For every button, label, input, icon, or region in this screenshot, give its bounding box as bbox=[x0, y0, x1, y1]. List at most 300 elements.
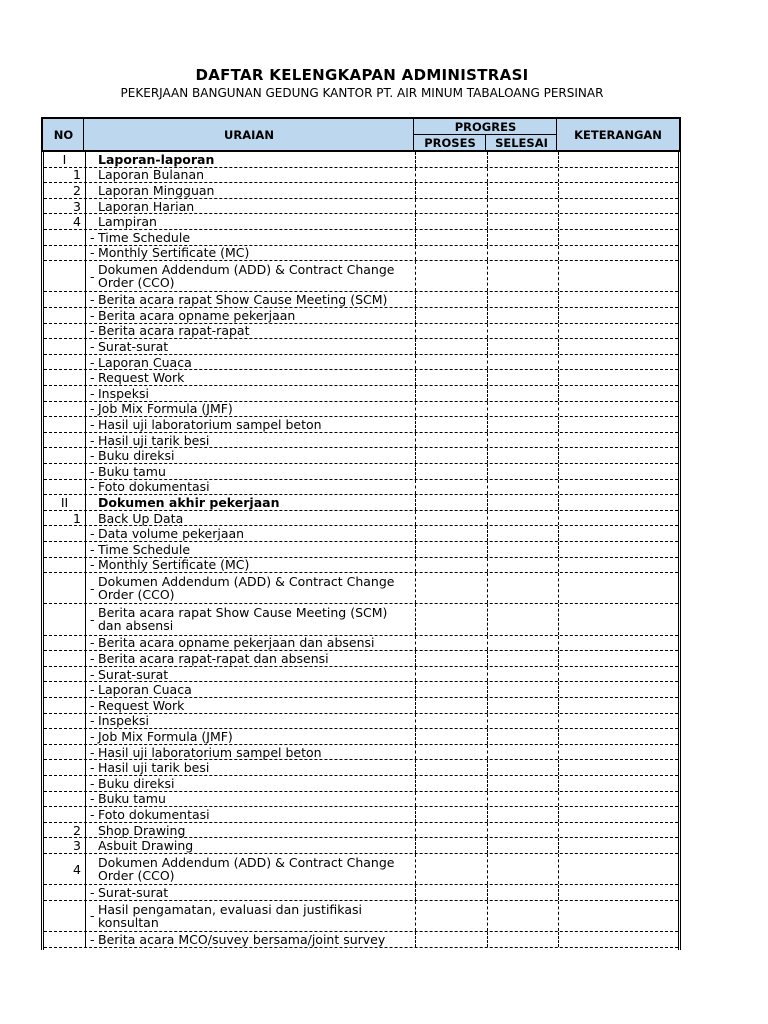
row-number bbox=[44, 776, 85, 791]
row-dash: - bbox=[90, 448, 95, 464]
row-selesai-cell bbox=[487, 792, 558, 807]
row-keterangan-cell bbox=[558, 729, 678, 744]
row-uraian bbox=[85, 324, 415, 339]
row-dash: - bbox=[90, 611, 95, 627]
row-keterangan-cell bbox=[558, 448, 678, 463]
row-number bbox=[44, 402, 85, 417]
row-dash: - bbox=[90, 682, 95, 698]
row-keterangan-cell bbox=[558, 168, 678, 183]
table-row bbox=[44, 636, 678, 652]
row-proses-cell bbox=[415, 885, 487, 900]
row-dash: - bbox=[90, 650, 95, 666]
row-number bbox=[44, 448, 85, 463]
table-row bbox=[44, 667, 678, 683]
row-text: Buku tamu bbox=[98, 791, 166, 807]
row-selesai-cell bbox=[487, 355, 558, 370]
row-number bbox=[44, 308, 85, 323]
row-dash: - bbox=[90, 268, 95, 284]
row-text: Hasil pengamatan, evaluasi dan justifikasi konsultan bbox=[98, 901, 362, 930]
row-dash: - bbox=[90, 370, 95, 386]
row-number: II bbox=[60, 494, 69, 510]
row-text: Inspeksi bbox=[98, 385, 149, 401]
row-proses-cell bbox=[415, 370, 487, 385]
row-proses-cell bbox=[415, 480, 487, 495]
row-selesai-cell bbox=[487, 698, 558, 713]
row-text: Dokumen akhir pekerjaan bbox=[98, 494, 280, 510]
row-keterangan-cell bbox=[558, 542, 678, 557]
row-number: I bbox=[62, 151, 67, 167]
row-number bbox=[44, 636, 85, 651]
row-number bbox=[44, 807, 85, 822]
row-number bbox=[44, 682, 85, 697]
row-dash: - bbox=[90, 526, 95, 542]
row-number bbox=[44, 760, 85, 775]
row-dash: - bbox=[90, 385, 95, 401]
header-no: NO bbox=[53, 127, 74, 142]
row-keterangan-cell bbox=[558, 246, 678, 261]
row-selesai-cell bbox=[487, 714, 558, 729]
row-uraian bbox=[85, 448, 415, 463]
table-row bbox=[44, 807, 678, 823]
row-text: Job Mix Formula (JMF) bbox=[98, 728, 233, 744]
table-row bbox=[44, 885, 678, 901]
row-uraian bbox=[85, 729, 415, 744]
row-text: Lampiran bbox=[98, 214, 157, 230]
row-keterangan-cell bbox=[558, 261, 678, 291]
table-row bbox=[44, 651, 678, 667]
row-selesai-cell bbox=[487, 199, 558, 214]
row-uraian bbox=[85, 464, 415, 479]
row-keterangan-cell bbox=[558, 417, 678, 432]
row-uraian bbox=[85, 183, 415, 198]
row-uraian bbox=[85, 261, 415, 291]
row-keterangan-cell bbox=[558, 292, 678, 307]
row-text: Back Up Data bbox=[98, 510, 184, 526]
row-keterangan-cell bbox=[558, 760, 678, 775]
row-keterangan-cell bbox=[558, 495, 678, 510]
row-text: Inspeksi bbox=[98, 713, 149, 729]
table-row bbox=[44, 433, 678, 449]
row-keterangan-cell bbox=[558, 558, 678, 573]
table-row bbox=[44, 792, 678, 808]
row-proses-cell bbox=[415, 324, 487, 339]
row-dash: - bbox=[90, 229, 95, 245]
table-body bbox=[41, 152, 681, 950]
row-keterangan-cell bbox=[558, 480, 678, 495]
row-text: Laporan-laporan bbox=[98, 151, 215, 167]
table-row bbox=[44, 558, 678, 574]
row-uraian bbox=[85, 214, 415, 229]
table-row bbox=[44, 838, 678, 854]
row-text: Data volume pekerjaan bbox=[98, 526, 245, 542]
row-proses-cell bbox=[415, 355, 487, 370]
row-keterangan-cell bbox=[558, 636, 678, 651]
row-selesai-cell bbox=[487, 932, 558, 947]
row-number bbox=[44, 901, 85, 931]
table-row bbox=[44, 745, 678, 761]
row-uraian bbox=[85, 152, 415, 167]
row-number: 4 bbox=[73, 861, 81, 877]
row-selesai-cell bbox=[487, 230, 558, 245]
row-number bbox=[44, 729, 85, 744]
table-row bbox=[44, 417, 678, 433]
row-proses-cell bbox=[415, 698, 487, 713]
row-uraian bbox=[85, 901, 415, 931]
row-selesai-cell bbox=[487, 448, 558, 463]
row-keterangan-cell bbox=[558, 386, 678, 401]
row-selesai-cell bbox=[487, 168, 558, 183]
row-selesai-cell bbox=[487, 854, 558, 884]
row-keterangan-cell bbox=[558, 339, 678, 354]
row-proses-cell bbox=[415, 214, 487, 229]
row-uraian bbox=[85, 651, 415, 666]
row-keterangan-cell bbox=[558, 932, 678, 947]
row-keterangan-cell bbox=[558, 355, 678, 370]
row-text: Dokumen Addendum (ADD) & Contract Change Order (CCO) bbox=[98, 262, 395, 291]
row-keterangan-cell bbox=[558, 667, 678, 682]
row-number bbox=[44, 885, 85, 900]
row-number: 2 bbox=[73, 822, 81, 838]
row-uraian bbox=[85, 292, 415, 307]
row-selesai-cell bbox=[487, 807, 558, 822]
row-text: Laporan Cuaca bbox=[98, 354, 192, 370]
row-proses-cell bbox=[415, 386, 487, 401]
row-dash: - bbox=[90, 292, 95, 308]
row-proses-cell bbox=[415, 511, 487, 526]
row-uraian bbox=[85, 776, 415, 791]
row-text: Berita acara rapat Show Cause Meeting (SCM) dan absensi bbox=[98, 605, 388, 634]
row-keterangan-cell bbox=[558, 308, 678, 323]
row-proses-cell bbox=[415, 776, 487, 791]
row-number bbox=[44, 651, 85, 666]
row-text: Time Schedule bbox=[98, 541, 191, 557]
table-row bbox=[44, 526, 678, 542]
row-uraian bbox=[85, 168, 415, 183]
row-proses-cell bbox=[415, 651, 487, 666]
row-selesai-cell bbox=[487, 183, 558, 198]
row-selesai-cell bbox=[487, 261, 558, 291]
header-selesai: SELESAI bbox=[495, 135, 548, 150]
table-row bbox=[44, 932, 678, 948]
row-uraian bbox=[85, 807, 415, 822]
table-row bbox=[44, 324, 678, 340]
document-subtitle: PEKERJAAN BANGUNAN GEDUNG KANTOR PT. AIR MINUM TABALOANG PERSINAR bbox=[120, 86, 604, 100]
table-row bbox=[44, 573, 678, 604]
row-dash: - bbox=[90, 541, 95, 557]
row-number bbox=[44, 417, 85, 432]
table-row bbox=[44, 714, 678, 730]
row-text: Hasil uji laboratorium sampel beton bbox=[98, 744, 322, 760]
row-keterangan-cell bbox=[558, 698, 678, 713]
table-row bbox=[44, 199, 678, 215]
row-text: Surat-surat bbox=[98, 666, 169, 682]
row-uraian bbox=[85, 542, 415, 557]
table-row bbox=[44, 542, 678, 558]
row-text: Laporan Mingguan bbox=[98, 182, 215, 198]
row-uraian bbox=[85, 698, 415, 713]
row-dash: - bbox=[90, 479, 95, 495]
row-uraian bbox=[85, 480, 415, 495]
row-uraian bbox=[85, 511, 415, 526]
row-text: Surat-surat bbox=[98, 338, 169, 354]
row-text: Request Work bbox=[98, 370, 185, 386]
row-dash: - bbox=[90, 463, 95, 479]
row-proses-cell bbox=[415, 183, 487, 198]
row-dash: - bbox=[90, 744, 95, 760]
row-text: Time Schedule bbox=[98, 229, 191, 245]
row-dash: - bbox=[90, 432, 95, 448]
table-row bbox=[44, 464, 678, 480]
row-keterangan-cell bbox=[558, 651, 678, 666]
row-text: Shop Drawing bbox=[98, 822, 186, 838]
row-selesai-cell bbox=[487, 729, 558, 744]
row-keterangan-cell bbox=[558, 370, 678, 385]
row-uraian bbox=[85, 402, 415, 417]
row-proses-cell bbox=[415, 246, 487, 261]
row-proses-cell bbox=[415, 573, 487, 603]
table-row bbox=[44, 292, 678, 308]
row-uraian bbox=[85, 838, 415, 853]
row-proses-cell bbox=[415, 745, 487, 760]
row-proses-cell bbox=[415, 402, 487, 417]
table-row bbox=[44, 339, 678, 355]
row-dash: - bbox=[90, 307, 95, 323]
row-dash: - bbox=[90, 416, 95, 432]
row-dash: - bbox=[90, 931, 95, 947]
row-text: Buku tamu bbox=[98, 463, 166, 479]
row-selesai-cell bbox=[487, 682, 558, 697]
row-number: 4 bbox=[73, 214, 81, 230]
table-row bbox=[44, 152, 678, 168]
row-keterangan-cell bbox=[558, 745, 678, 760]
row-selesai-cell bbox=[487, 760, 558, 775]
row-proses-cell bbox=[415, 854, 487, 884]
row-keterangan-cell bbox=[558, 604, 678, 634]
row-uraian bbox=[85, 604, 415, 634]
row-selesai-cell bbox=[487, 292, 558, 307]
row-dash: - bbox=[90, 884, 95, 900]
row-text: Berita acara MCO/suvey bersama/joint survey bbox=[98, 931, 386, 947]
row-proses-cell bbox=[415, 932, 487, 947]
row-text: Hasil uji laboratorium sampel beton bbox=[98, 416, 322, 432]
row-uraian bbox=[85, 433, 415, 448]
header-keterangan: KETERANGAN bbox=[574, 127, 662, 142]
table-row bbox=[44, 355, 678, 371]
row-text: Berita acara opname pekerjaan dan absensi bbox=[98, 635, 375, 651]
row-proses-cell bbox=[415, 448, 487, 463]
row-keterangan-cell bbox=[558, 573, 678, 603]
table-row bbox=[44, 495, 678, 511]
row-text: Berita acara rapat-rapat dan absensi bbox=[98, 650, 329, 666]
row-keterangan-cell bbox=[558, 511, 678, 526]
row-uraian bbox=[85, 792, 415, 807]
row-text: Surat-surat bbox=[98, 884, 169, 900]
row-text: Foto dokumentasi bbox=[98, 806, 210, 822]
row-keterangan-cell bbox=[558, 526, 678, 541]
row-number bbox=[44, 542, 85, 557]
row-selesai-cell bbox=[487, 152, 558, 167]
row-dash: - bbox=[90, 775, 95, 791]
row-number bbox=[44, 339, 85, 354]
table-row bbox=[44, 308, 678, 324]
row-proses-cell bbox=[415, 433, 487, 448]
row-proses-cell bbox=[415, 604, 487, 634]
row-number bbox=[44, 324, 85, 339]
row-uraian bbox=[85, 370, 415, 385]
row-uraian bbox=[85, 760, 415, 775]
row-dash: - bbox=[90, 245, 95, 261]
row-selesai-cell bbox=[487, 636, 558, 651]
row-dash: - bbox=[90, 908, 95, 924]
table-row bbox=[44, 261, 678, 292]
row-text: Dokumen Addendum (ADD) & Contract Change Order (CCO) bbox=[98, 574, 395, 603]
row-dash: - bbox=[90, 338, 95, 354]
row-proses-cell bbox=[415, 823, 487, 838]
row-selesai-cell bbox=[487, 558, 558, 573]
row-number bbox=[44, 386, 85, 401]
row-uraian bbox=[85, 745, 415, 760]
row-number bbox=[44, 573, 85, 603]
row-uraian bbox=[85, 558, 415, 573]
row-text: Laporan Cuaca bbox=[98, 682, 192, 698]
row-uraian bbox=[85, 230, 415, 245]
row-uraian bbox=[85, 854, 415, 884]
row-text: Berita acara opname pekerjaan bbox=[98, 307, 296, 323]
row-selesai-cell bbox=[487, 745, 558, 760]
row-selesai-cell bbox=[487, 495, 558, 510]
row-text: Asbuit Drawing bbox=[98, 838, 194, 854]
row-number bbox=[44, 604, 85, 634]
row-number: 3 bbox=[73, 838, 81, 854]
row-selesai-cell bbox=[487, 417, 558, 432]
row-keterangan-cell bbox=[558, 682, 678, 697]
table-row bbox=[44, 682, 678, 698]
row-selesai-cell bbox=[487, 433, 558, 448]
row-keterangan-cell bbox=[558, 433, 678, 448]
row-uraian bbox=[85, 526, 415, 541]
table-row bbox=[44, 402, 678, 418]
row-text: Laporan Bulanan bbox=[98, 167, 205, 183]
row-text: Request Work bbox=[98, 697, 185, 713]
table-row bbox=[44, 370, 678, 386]
row-proses-cell bbox=[415, 838, 487, 853]
header-proses: PROSES bbox=[424, 135, 476, 150]
row-number bbox=[44, 230, 85, 245]
table-header bbox=[41, 117, 681, 152]
row-selesai-cell bbox=[487, 604, 558, 634]
row-selesai-cell bbox=[487, 776, 558, 791]
row-dash: - bbox=[90, 557, 95, 573]
row-number bbox=[44, 714, 85, 729]
row-selesai-cell bbox=[487, 308, 558, 323]
row-proses-cell bbox=[415, 417, 487, 432]
row-uraian bbox=[85, 885, 415, 900]
row-text: Monthly Sertificate (MC) bbox=[98, 557, 250, 573]
row-selesai-cell bbox=[487, 651, 558, 666]
row-number bbox=[44, 558, 85, 573]
row-selesai-cell bbox=[487, 526, 558, 541]
table-row bbox=[44, 511, 678, 527]
row-keterangan-cell bbox=[558, 152, 678, 167]
row-keterangan-cell bbox=[558, 464, 678, 479]
row-keterangan-cell bbox=[558, 199, 678, 214]
row-text: Hasil uji tarik besi bbox=[98, 760, 210, 776]
row-proses-cell bbox=[415, 261, 487, 291]
row-selesai-cell bbox=[487, 573, 558, 603]
row-keterangan-cell bbox=[558, 823, 678, 838]
row-uraian bbox=[85, 199, 415, 214]
row-uraian bbox=[85, 714, 415, 729]
row-proses-cell bbox=[415, 714, 487, 729]
row-dash: - bbox=[90, 728, 95, 744]
row-proses-cell bbox=[415, 792, 487, 807]
row-selesai-cell bbox=[487, 823, 558, 838]
row-proses-cell bbox=[415, 495, 487, 510]
row-keterangan-cell bbox=[558, 901, 678, 931]
row-proses-cell bbox=[415, 464, 487, 479]
table-row bbox=[44, 604, 678, 635]
row-dash: - bbox=[90, 354, 95, 370]
row-selesai-cell bbox=[487, 480, 558, 495]
row-uraian bbox=[85, 339, 415, 354]
row-dash: - bbox=[90, 713, 95, 729]
row-number bbox=[44, 792, 85, 807]
row-dash: - bbox=[90, 635, 95, 651]
table-row bbox=[44, 183, 678, 199]
row-number bbox=[44, 745, 85, 760]
row-keterangan-cell bbox=[558, 838, 678, 853]
row-dash: - bbox=[90, 666, 95, 682]
table-row bbox=[44, 901, 678, 932]
row-proses-cell bbox=[415, 526, 487, 541]
row-number bbox=[44, 355, 85, 370]
row-number: 2 bbox=[73, 182, 81, 198]
row-proses-cell bbox=[415, 729, 487, 744]
row-proses-cell bbox=[415, 807, 487, 822]
row-uraian bbox=[85, 636, 415, 651]
row-keterangan-cell bbox=[558, 214, 678, 229]
row-selesai-cell bbox=[487, 324, 558, 339]
table-row bbox=[44, 386, 678, 402]
row-keterangan-cell bbox=[558, 792, 678, 807]
table-row bbox=[44, 480, 678, 496]
row-selesai-cell bbox=[487, 838, 558, 853]
row-text: Berita acara rapat-rapat bbox=[98, 323, 250, 339]
row-proses-cell bbox=[415, 636, 487, 651]
row-dash: - bbox=[90, 580, 95, 596]
row-keterangan-cell bbox=[558, 230, 678, 245]
row-text: Dokumen Addendum (ADD) & Contract Change Order (CCO) bbox=[98, 855, 395, 884]
table-row bbox=[44, 214, 678, 230]
row-selesai-cell bbox=[487, 370, 558, 385]
row-proses-cell bbox=[415, 667, 487, 682]
table-row bbox=[44, 729, 678, 745]
row-text: Foto dokumentasi bbox=[98, 479, 210, 495]
table-row bbox=[44, 448, 678, 464]
row-proses-cell bbox=[415, 558, 487, 573]
row-keterangan-cell bbox=[558, 885, 678, 900]
table-row bbox=[44, 246, 678, 262]
row-dash: - bbox=[90, 323, 95, 339]
table-row bbox=[44, 776, 678, 792]
row-proses-cell bbox=[415, 308, 487, 323]
row-selesai-cell bbox=[487, 885, 558, 900]
row-selesai-cell bbox=[487, 511, 558, 526]
row-keterangan-cell bbox=[558, 714, 678, 729]
row-number bbox=[44, 464, 85, 479]
row-number bbox=[44, 433, 85, 448]
row-proses-cell bbox=[415, 682, 487, 697]
